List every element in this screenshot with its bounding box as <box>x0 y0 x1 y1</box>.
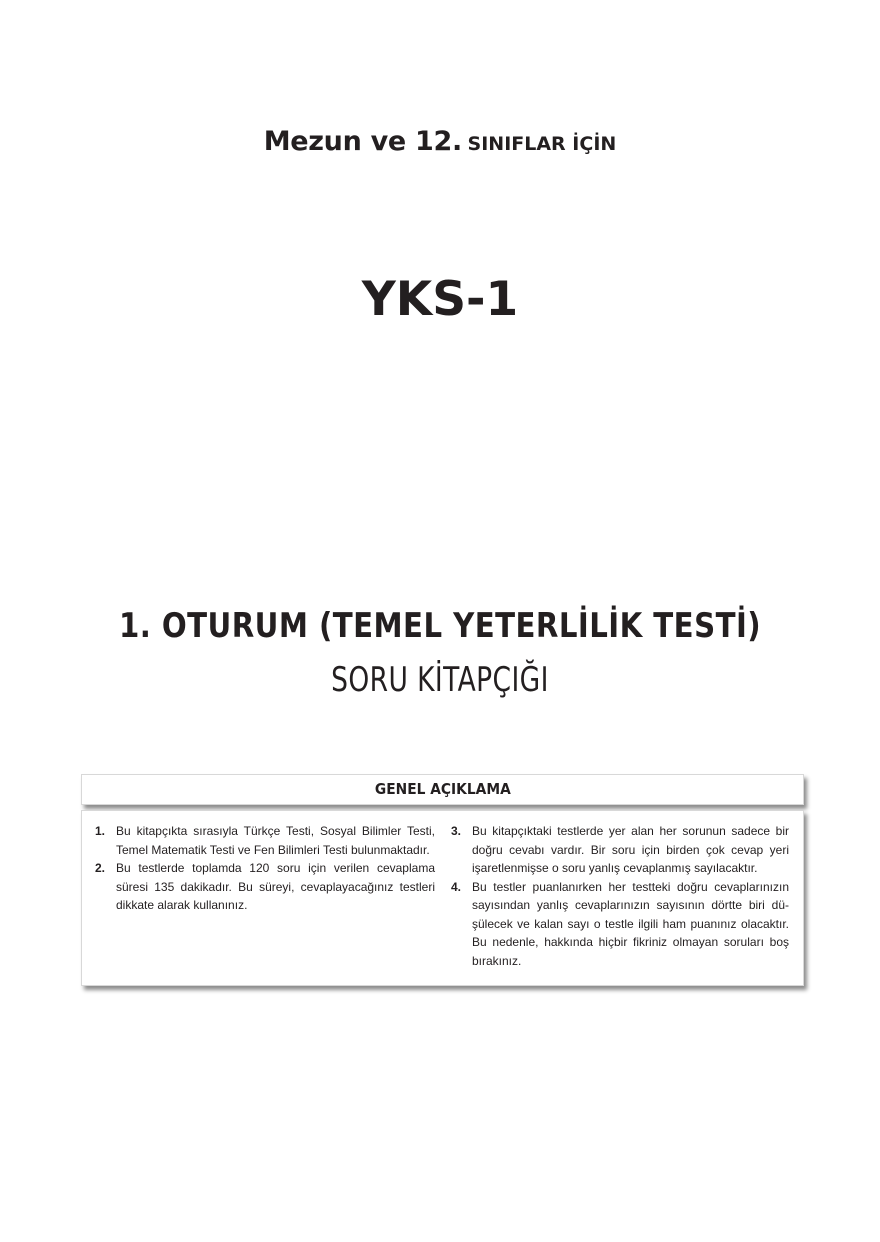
instructions-left-column <box>95 822 435 915</box>
session-title: 1. OTURUM (TEMEL YETERLİLİK TESTİ) <box>118 606 762 646</box>
instruction-item <box>95 822 435 859</box>
instruction-number: 2. <box>95 861 106 875</box>
instruction-text: Bu testlerde toplamda 120 soru için verilen cevaplama süresi 135 dakikadır. Bu süreyi, cevaplayacağınız testleri dikkate alarak kullanınız. <box>116 861 435 912</box>
general-info-box <box>81 810 804 986</box>
instructions-right-column <box>451 822 789 970</box>
instruction-number: 3. <box>451 824 462 838</box>
instruction-text: Bu kitapçıkta sırasıyla Türkçe Testi, Sosyal Bilimler Testi, Temel Matematik Testi ve Fen Bilimleri Testi bulunmaktadır. <box>116 824 435 857</box>
exam-title: YKS-1 <box>361 272 519 327</box>
instruction-item <box>451 878 789 971</box>
general-info-heading: GENEL AÇIKLAMA <box>374 780 511 798</box>
audience-line <box>0 126 880 157</box>
audience-small: SINIFLAR İÇİN <box>467 133 617 155</box>
instruction-number: 4. <box>451 879 462 894</box>
instruction-item <box>451 822 789 878</box>
instruction-item <box>95 859 435 915</box>
instruction-text: Bu testler puanlanırken her testteki doğru cevaplarınızın sayısından yanlış cevaplarınızın sayısının dörtte biri düşülecek ve kalan sayı o testle ilgili ham puanınız olacaktır. Bu nedenle, hakkında hiçbir fikriniz olmayan soruları boş bırakınız. <box>472 879 789 968</box>
audience-big: Mezun ve 12. <box>263 126 462 157</box>
general-info-header <box>81 774 804 805</box>
instruction-text: Bu kitapçıktaki testlerde yer alan her sorunun sadece bir doğru cevabı vardır. Bir soru için birden çok cevap yeri işaretlenmişse o soru yanlış cevaplanmış sayılacaktır. <box>472 824 789 875</box>
instruction-number: 1. <box>95 824 106 838</box>
booklet-title: SORU KİTAPÇIĞI <box>331 660 549 700</box>
